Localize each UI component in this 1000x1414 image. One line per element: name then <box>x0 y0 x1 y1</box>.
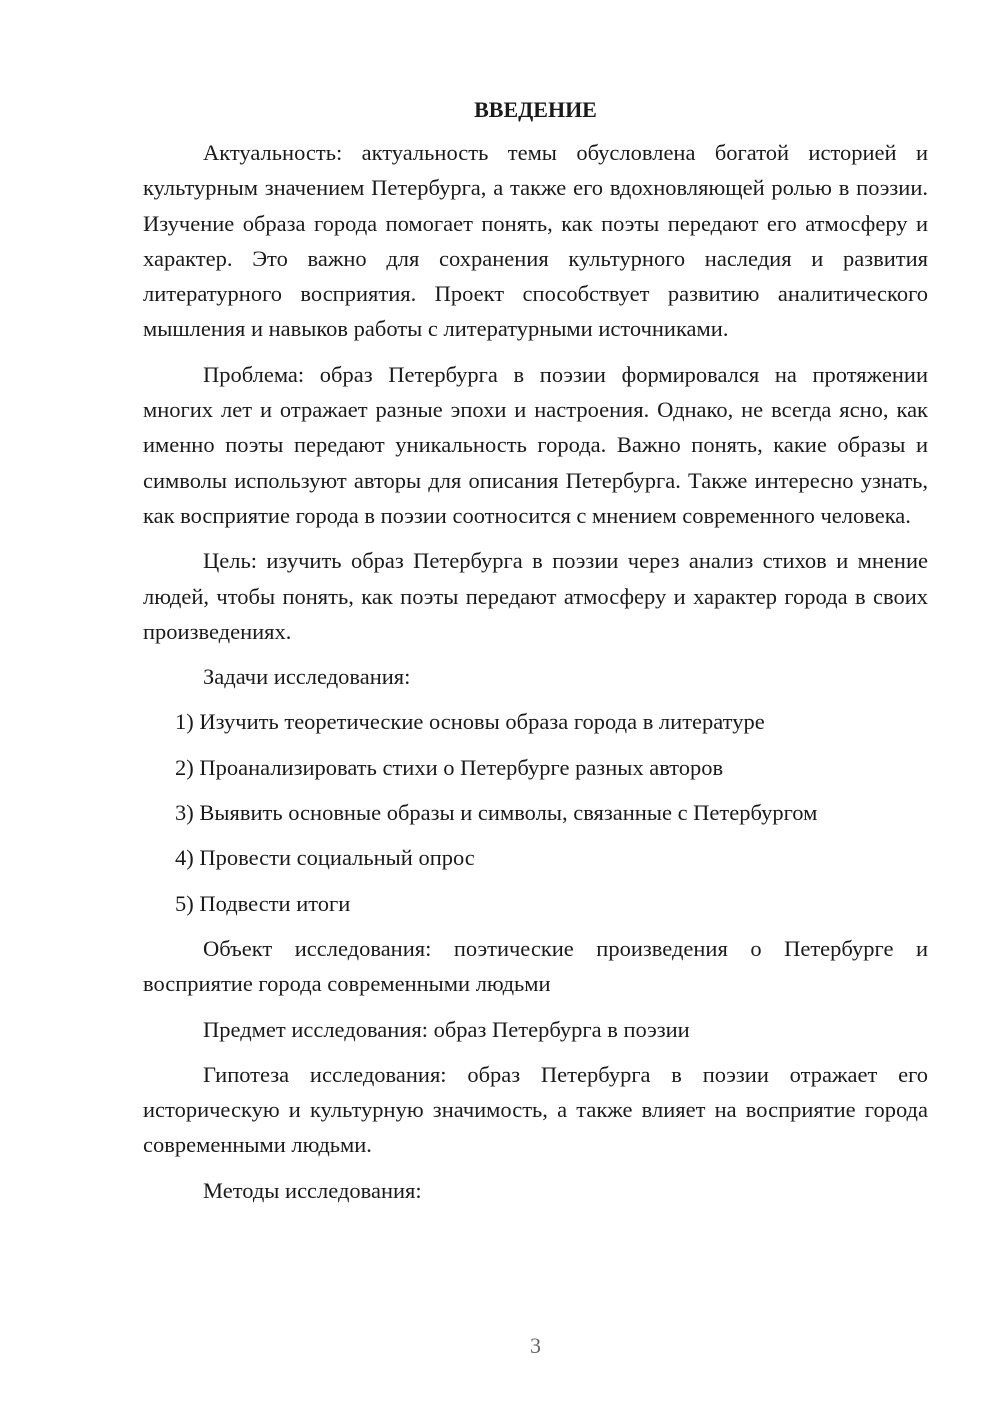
list-item: 5) Подвести итоги <box>175 890 351 916</box>
subject-paragraph: Предмет исследования: образ Петербурга в поэзии <box>203 1016 690 1042</box>
document-body <box>143 92 928 1218</box>
list-item: 3) Выявить основные образы и символы, связанные с Петербургом <box>175 800 818 826</box>
page-title: ВВЕДЕНИЕ <box>474 97 597 122</box>
methods-title: Методы исследования: <box>203 1177 422 1203</box>
hypothesis-paragraph: Гипотеза исследования: образ Петербурга в поэзии отражает его историческую и культурную значимость, а также влияет на восприятие города современными людьми. <box>143 1061 928 1158</box>
problem-paragraph: Проблема: образ Петербурга в поэзии формировался на протяжении многих лет и отражает разные эпохи и настроения. Однако, не всегда ясно, как именно поэты передают уникальность города. Важно понять, какие образы и символы используют авторы для описания Петербурга. Также интересно узнать, как восприятие города в поэзии соотносится с мнением современного человека. <box>143 361 928 528</box>
page-number: 3 <box>530 1333 541 1358</box>
tasks-title: Задачи исследования: <box>203 664 411 690</box>
list-item: 1) Изучить теоретические основы образа города в литературе <box>175 709 765 735</box>
list-item: 4) Провести социальный опрос <box>175 845 475 871</box>
object-paragraph: Объект исследования: поэтические произведения о Петербурге и восприятие города современными людьми <box>143 935 928 997</box>
list-item: 2) Проанализировать стихи о Петербурге разных авторов <box>175 754 724 780</box>
tasks-list <box>143 704 928 920</box>
goal-paragraph: Цель: изучить образ Петербурга в поэзии через анализ стихов и мнение людей, чтобы понять, как поэты передают атмосферу и характер города в своих произведениях. <box>143 548 928 644</box>
relevance-paragraph: Актуальность: актуальность темы обусловлена богатой историей и культурным значением Петербурга, а также его вдохновляющей ролью в поэзии. Изучение образа города помогает понять, как поэты передают его атмосферу и характер. Это важно для сохранения культурного наследия и развития литературного восприятия. Проект способствует развитию аналитического мышления и навыков работы с литературными источниками. <box>143 140 928 342</box>
